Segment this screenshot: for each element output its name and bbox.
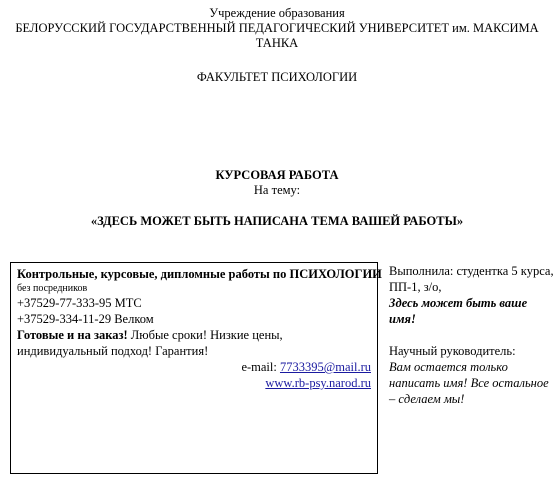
institution-type: Учреждение образования — [209, 6, 345, 20]
website-link[interactable]: www.rb-psy.narod.ru — [265, 376, 371, 390]
student-name-placeholder-1: Здесь может быть ваше — [389, 296, 528, 310]
offer-text-2: индивидуальный подход! Гарантия! — [17, 344, 209, 358]
offer-text: Любые сроки! Низкие цены, — [130, 328, 283, 342]
university-name: БЕЛОРУССКИЙ ГОСУДАРСТВЕННЫЙ ПЕДАГОГИЧЕСКИЙ УНИВЕРСИТЕТ им. МАКСИМА ТАНКА — [15, 21, 539, 50]
spacer — [389, 327, 554, 343]
topic-prefix: На тему: — [253, 183, 301, 197]
advertisement-box — [10, 262, 382, 474]
author-block — [389, 263, 554, 407]
supervisor-text-1: Вам остается только — [389, 360, 508, 374]
supervisor-text-2: написать имя! Все остальное — [389, 376, 549, 390]
faculty-name: ФАКУЛЬТЕТ ПСИХОЛОГИИ — [196, 70, 358, 84]
ad-no-intermediaries: без посредников — [17, 283, 88, 294]
supervisor-label: Научный руководитель: — [389, 344, 516, 358]
student-group: ПП-1, з/о, — [389, 280, 442, 294]
work-type-heading: КУРСОВАЯ РАБОТА — [215, 168, 339, 182]
performed-by: Выполнила: студентка 5 курса, — [389, 264, 554, 278]
email-line — [17, 359, 371, 375]
website-line — [17, 375, 371, 391]
ready-label: Готовые и на заказ! — [17, 328, 128, 342]
supervisor-text-3: – сделаем мы! — [389, 392, 465, 406]
contacts — [17, 359, 371, 391]
ad-offer-line — [17, 327, 371, 343]
email-label: e-mail: — [241, 360, 277, 374]
student-name-placeholder-2: имя! — [389, 312, 416, 326]
phone-mts: +37529-77-333-95 МТС — [17, 296, 142, 310]
phone-velcom: +37529-334-11-29 Велком — [17, 312, 154, 326]
ad-headline: Контрольные, курсовые, дипломные работы по ПСИХОЛОГИИ — [17, 267, 382, 281]
topic-title: «ЗДЕСЬ МОЖЕТ БЫТЬ НАПИСАНА ТЕМА ВАШЕЙ РАБОТЫ» — [90, 214, 464, 228]
email-link[interactable]: 7733395@mail.ru — [279, 360, 371, 374]
